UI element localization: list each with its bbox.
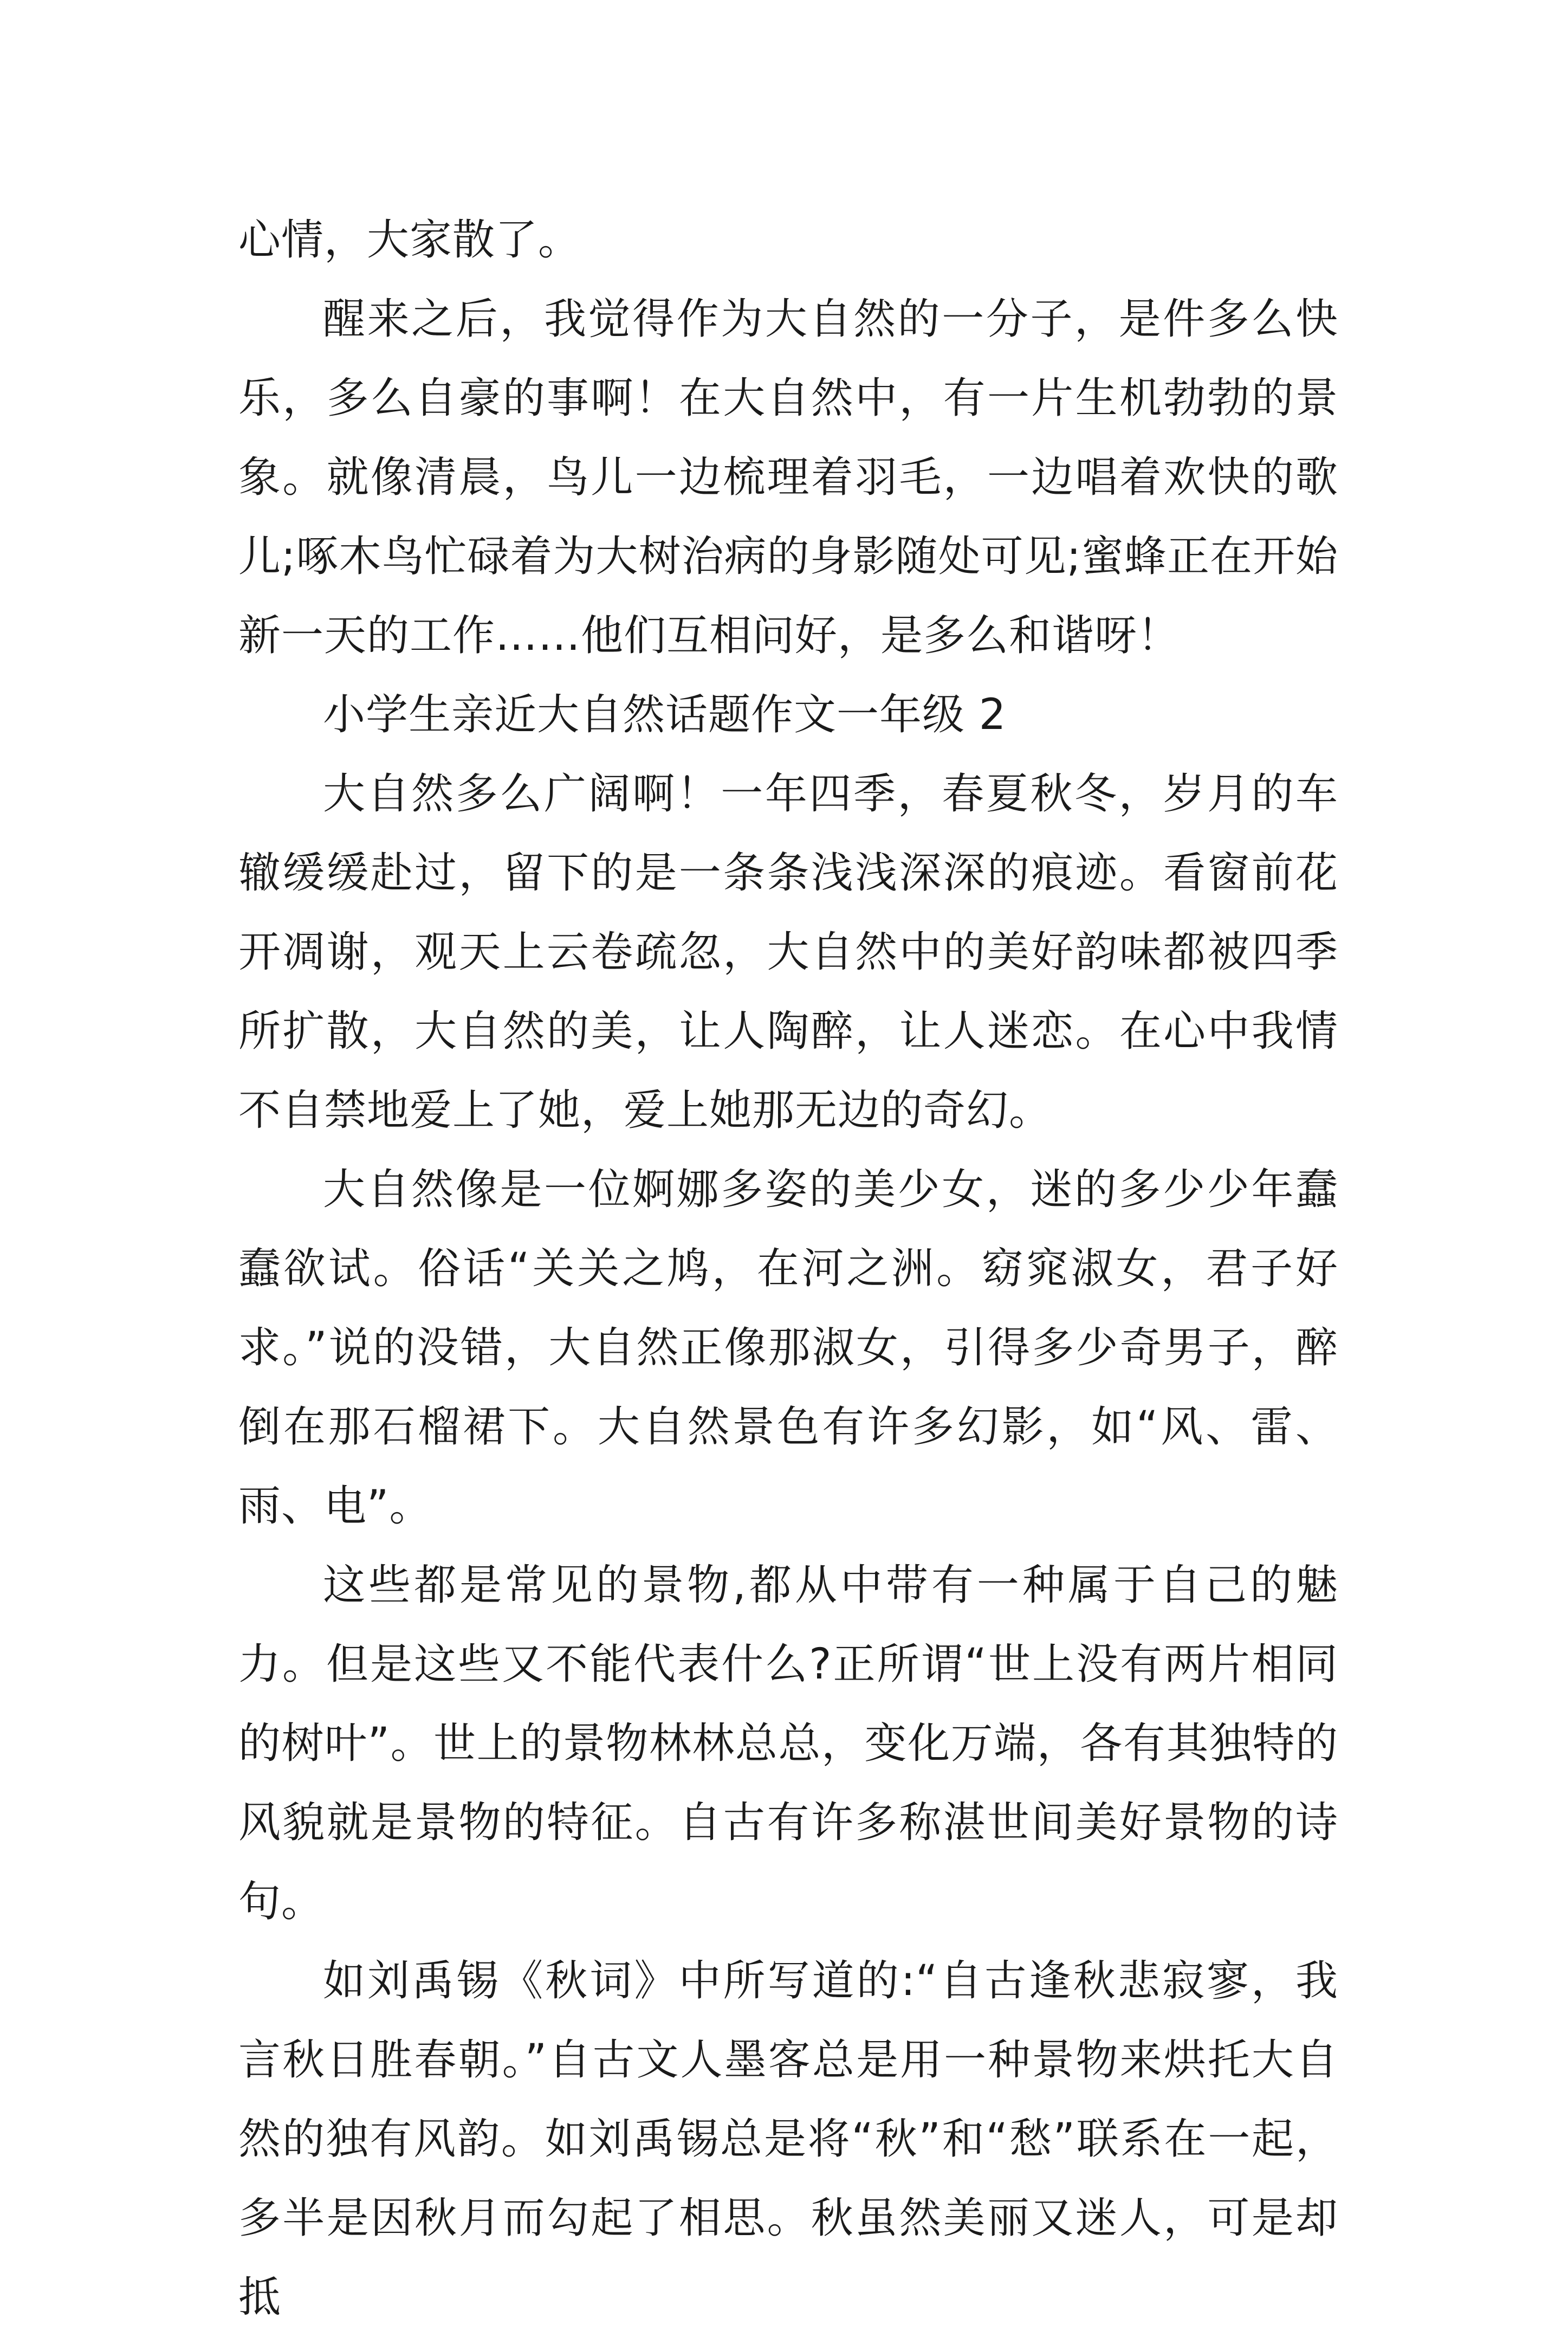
paragraph: 大自然像是一位婀娜多姿的美少女，迷的多少少年蠢蠢欲试。俗话“关关之鸠，在河之洲。窈窕淑女，君子好求。”说的没错，大自然正像那淑女，引得多少奇男子，醉倒在那石榴裙下。大自然景色有许多幻影，如“风、雷、雨、电”。 (238, 1165, 1338, 1531)
paragraph-continuation: 心情，大家散了。 (238, 216, 581, 264)
document-body (238, 201, 1338, 2337)
paragraph: 如刘禹锡《秋词》中所写道的:“自古逢秋悲寂寥，我言秋日胜春朝。”自古文人墨客总是用一种景物来烘托大自然的独有风韵。如刘禹锡总是将“秋”和“愁”联系在一起，多半是因秋月而勾起了相思。秋虽然美丽又迷人，可是却抵 (238, 1957, 1338, 2322)
paragraph: 大自然多么广阔啊！一年四季，春夏秋冬，岁月的车辙缓缓赴过，留下的是一条条浅浅深深的痕迹。看窗前花开凋谢，观天上云卷疏忽，大自然中的美好韵味都被四季所扩散，大自然的美，让人陶醉，让人迷恋。在心中我情不自禁地爱上了她，爱上她那无边的奇幻。 (238, 770, 1338, 1135)
paragraph: 这些都是常见的景物,都从中带有一种属于自己的魅力。但是这些又不能代表什么?正所谓“世上没有两片相同的树叶”。世上的景物林林总总，变化万端，各有其独特的风貌就是景物的特征。自古有许多称湛世间美好景物的诗句。 (238, 1561, 1338, 1926)
section-heading: 小学生亲近大自然话题作文一年级 2 (323, 690, 1007, 739)
paragraph: 醒来之后，我觉得作为大自然的一分子，是件多么快乐，多么自豪的事啊！在大自然中，有一片生机勃勃的景象。就像清晨，鸟儿一边梳理着羽毛，一边唱着欢快的歌儿;啄木鸟忙碌着为大树治病的身影随处可见;蜜蜂正在开始新一天的工作……他们互相问好，是多么和谐呀！ (238, 295, 1338, 660)
